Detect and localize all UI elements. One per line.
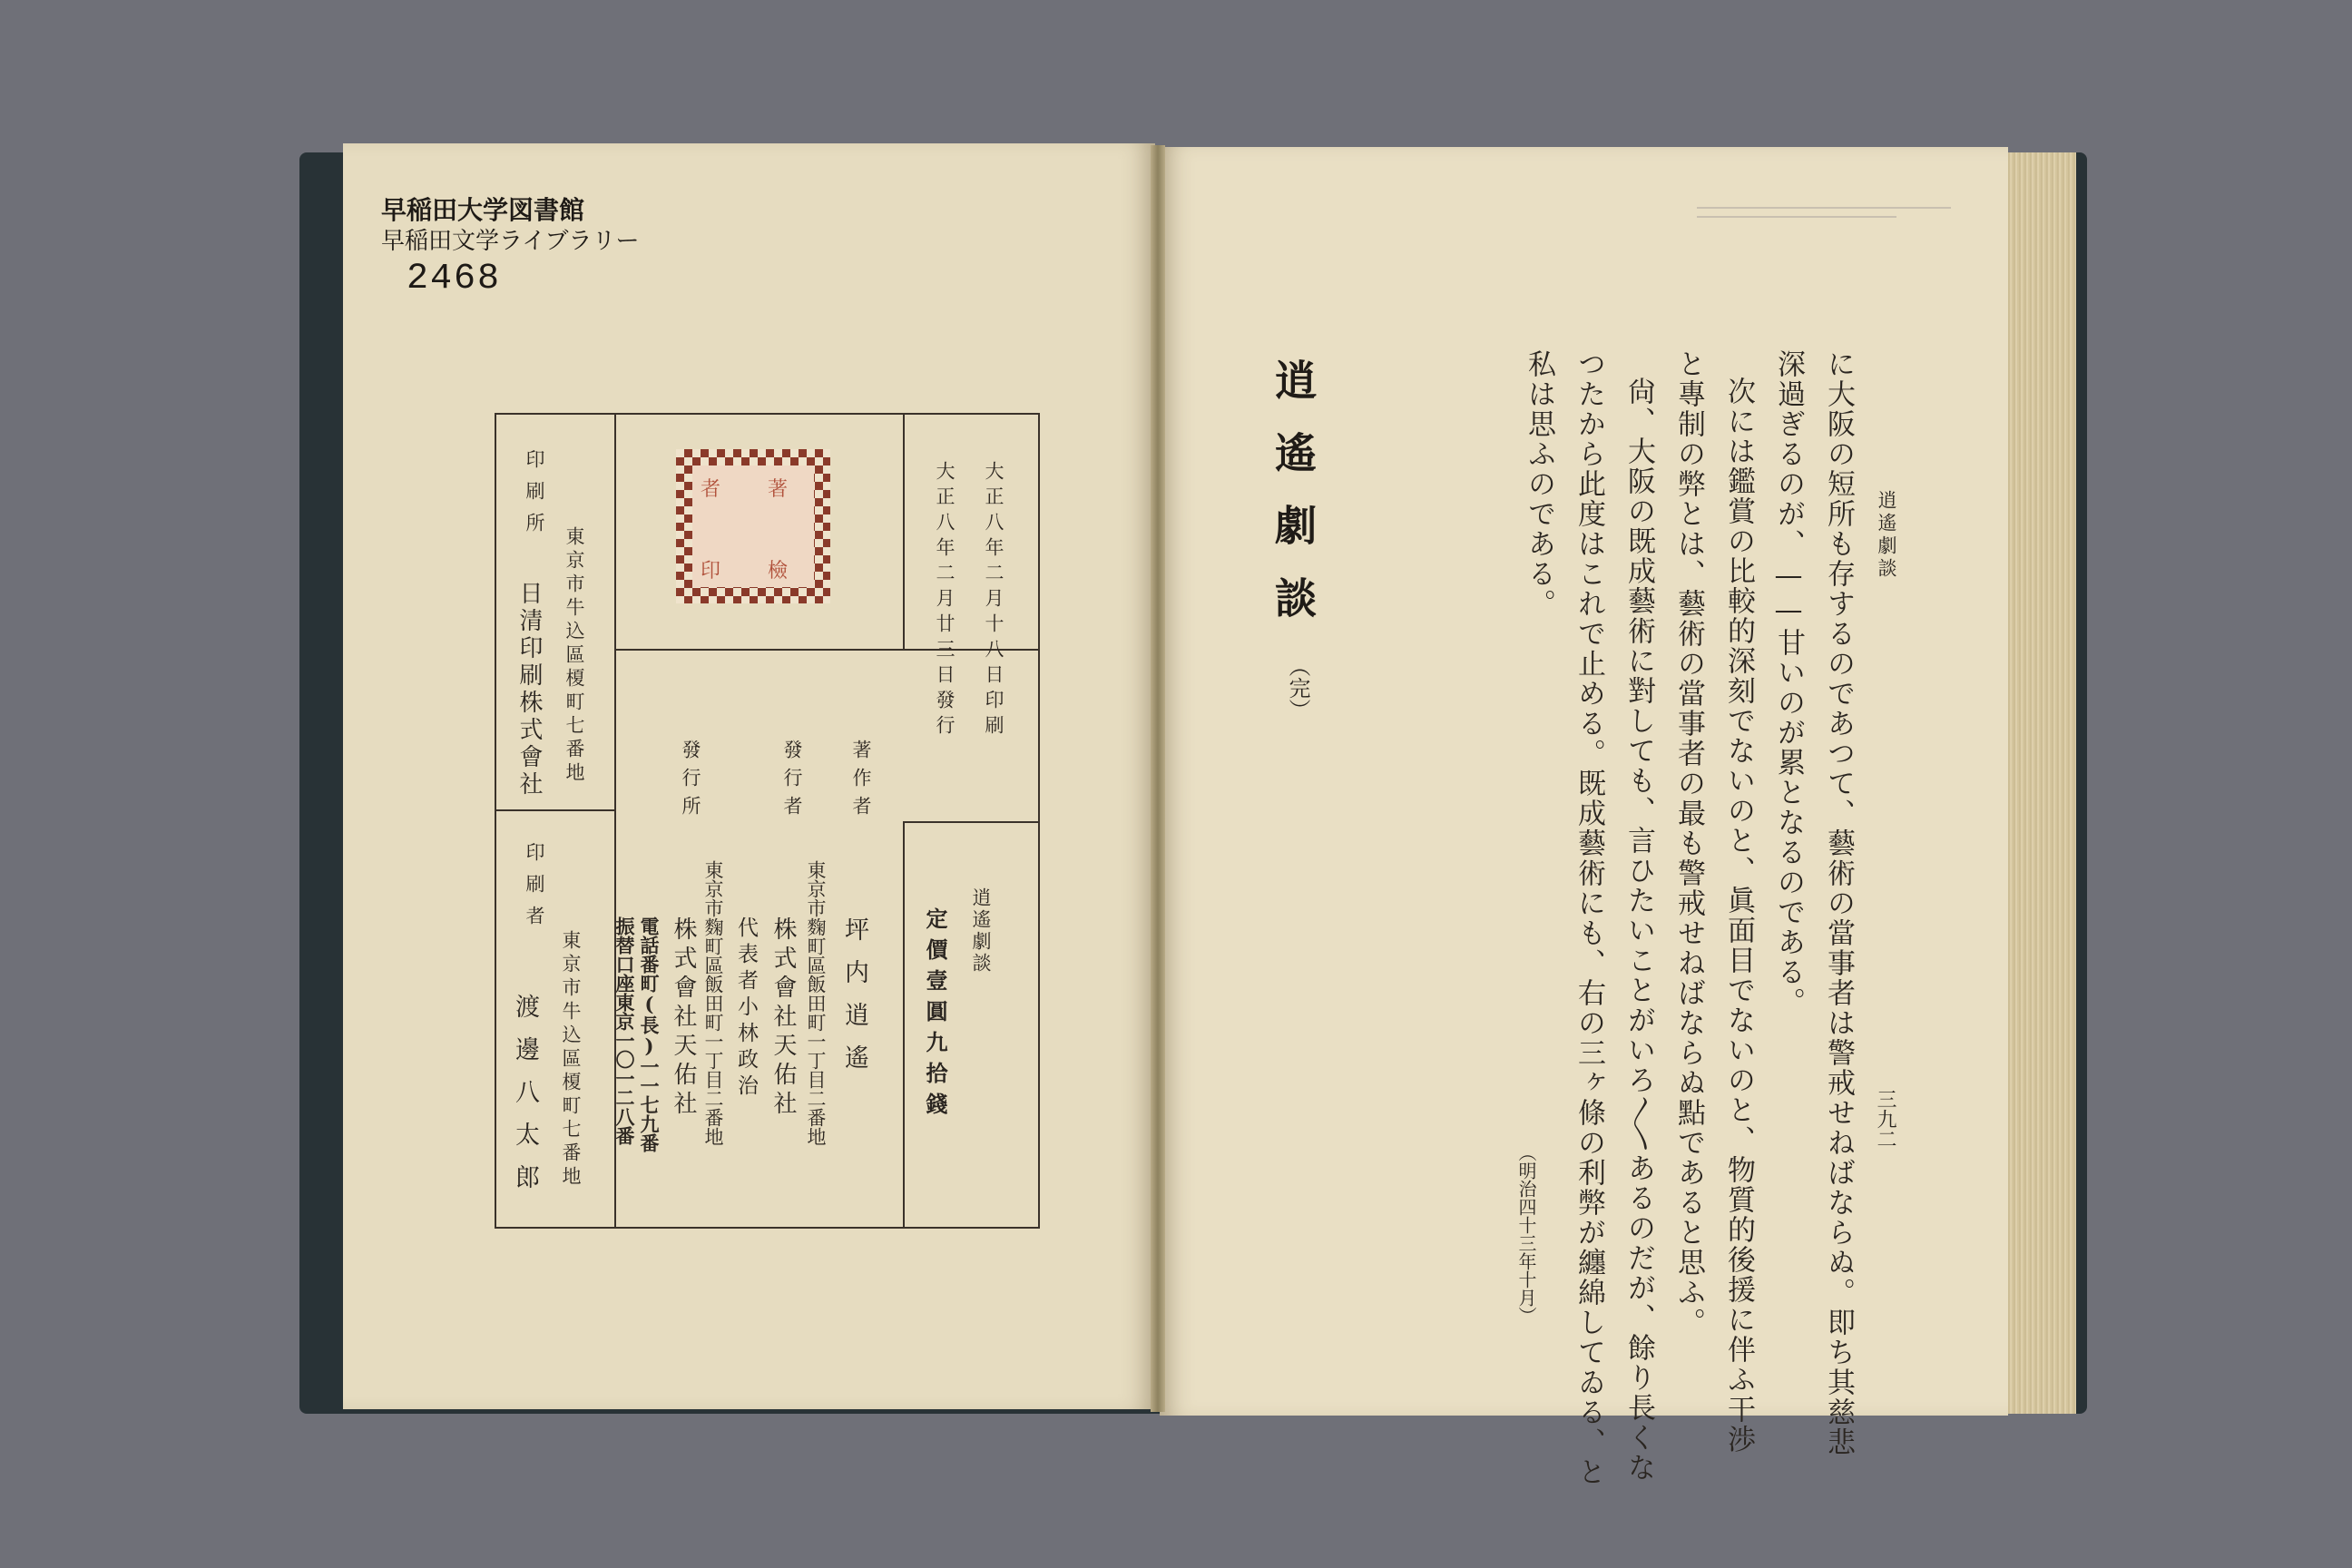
- printshop-name: 日清印刷株式會社: [515, 581, 543, 799]
- issuer-label: 發行者: [781, 740, 803, 824]
- publisher-address: 東京市麴町區飯田町一丁目二番地: [702, 860, 724, 1146]
- colophon-divider: [903, 821, 905, 1227]
- issuer-address: 東京市麴町區飯田町一丁目二番地: [805, 860, 827, 1146]
- library-sublabel: 早稲田文学ライブラリー: [381, 228, 640, 255]
- stamp-char: 著: [768, 478, 789, 501]
- stamp-char: 檢: [768, 560, 789, 583]
- colophon-divider: [903, 821, 1039, 823]
- publisher-transfer: 振替口座東京一〇一二八番: [613, 916, 636, 1145]
- page-edges: [1996, 152, 2076, 1414]
- body-line: に大阪の短所も存するのであつて、藝術の當事者は警戒せねばならぬ。即ち其慈悲: [1822, 349, 1855, 1457]
- colophon-divider: [903, 415, 905, 649]
- faded-library-stamp: [1697, 207, 1951, 218]
- date-printed: 大正八年二月十八日印刷: [983, 461, 1004, 740]
- colophon-divider: [496, 809, 614, 811]
- printer-address: 東京市牛込區榎町七番地: [560, 930, 582, 1190]
- page-number: 三九二: [1874, 1089, 1896, 1149]
- date-note: （明治四十三年十月）: [1515, 1143, 1537, 1325]
- printshop-address: 東京市牛込區榎町七番地: [564, 526, 585, 786]
- printer-name: 渡邊八太郎: [511, 994, 539, 1207]
- work-complete-mark: （完）: [1285, 655, 1310, 720]
- issuer-company: 株式會社天佑社: [769, 916, 797, 1120]
- publisher-phone: 電話番町(長)一一七九番: [638, 916, 661, 1152]
- body-line: 尙、大阪の既成藝術に對しても、言ひたいことがいろ〳〵あるのだが、餘り長くな: [1622, 377, 1655, 1483]
- body-line: つたから此度はこれで止める。既成藝術にも、右の三ヶ條の利弊が纏綿してゐる、と: [1573, 349, 1605, 1487]
- publisher-label: 發行所: [680, 740, 701, 824]
- stamp-char: 者: [701, 478, 721, 501]
- price: 定價壹圓九拾錢: [922, 907, 948, 1123]
- book-title-small: 逍遙劇談: [970, 887, 992, 975]
- issuer-representative: 代表者小林政治: [734, 916, 758, 1101]
- library-name: 早稲田大学図書館: [381, 195, 585, 225]
- date-published: 大正八年二月廿三日發行: [934, 461, 956, 740]
- body-line: 深過ぎるのが、——甘いのが累となるのである。: [1772, 349, 1805, 1017]
- library-number: 2468: [407, 259, 502, 299]
- body-line: 私は思ふのである。: [1523, 349, 1555, 619]
- author-name: 坪内逍遙: [840, 916, 868, 1087]
- colophon-divider: [614, 649, 1039, 651]
- body-line: と專制の弊とは、藝術の當事者の最も警戒せねばならぬ點であると思ふ。: [1672, 349, 1705, 1338]
- running-title: 逍遙劇談: [1876, 490, 1897, 581]
- printshop-label: 印刷所: [524, 449, 545, 544]
- work-title: 逍遙劇談: [1269, 358, 1318, 649]
- stamp-char: 印: [701, 560, 721, 583]
- author-label: 著作者: [850, 740, 872, 824]
- book-gutter: [1151, 145, 1165, 1412]
- publisher-company: 株式會社天佑社: [670, 916, 697, 1120]
- printer-label: 印刷者: [524, 842, 545, 937]
- body-line: 次には鑑賞の比較的深刻でないのと、眞面目でないのと、物質的後援に伴ふ干渉: [1722, 377, 1755, 1455]
